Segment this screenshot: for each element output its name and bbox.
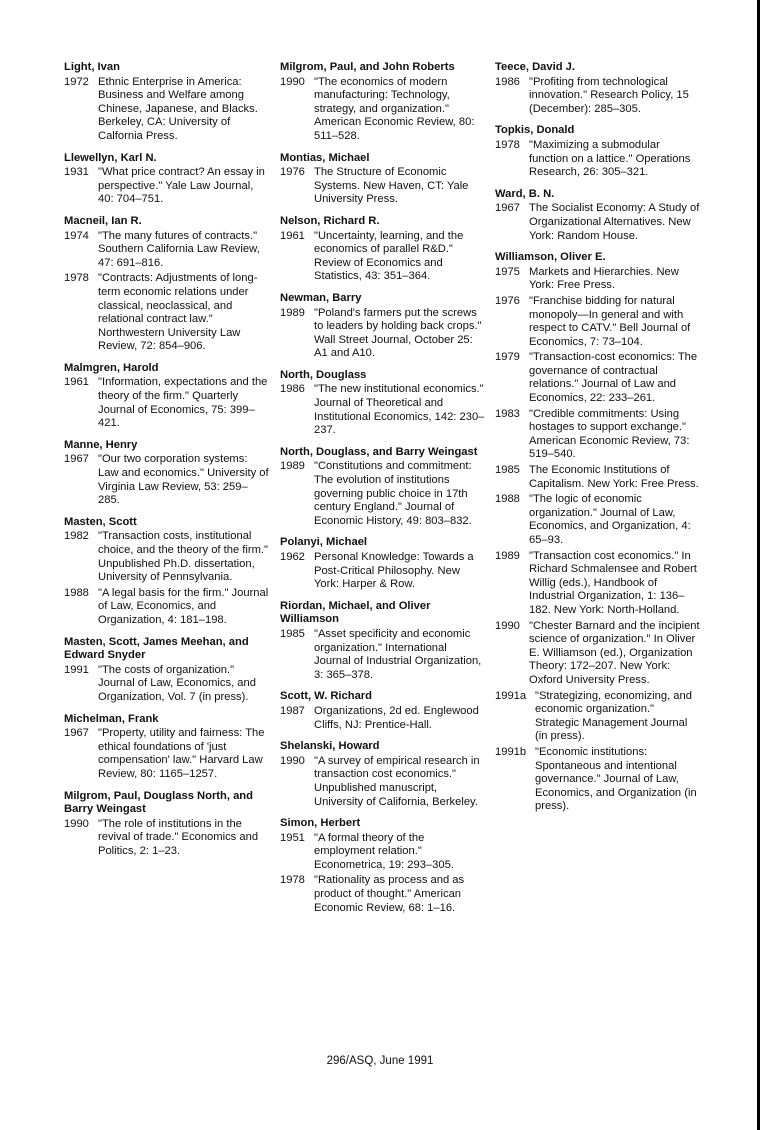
reference-text: "Contracts: Adjustments of long-term economic relations under classical, neoclassical, and relational contract law." Northwestern University Law Review, 72: 854–906.: [98, 272, 258, 353]
reference-year: 1989: [280, 306, 305, 319]
reference-year: 1978: [64, 272, 89, 285]
reference-item: [495, 620, 700, 688]
reference-year: 1986: [495, 75, 520, 88]
reference-item: [280, 874, 485, 915]
reference-entry: [64, 61, 269, 144]
reference-item: [280, 551, 485, 592]
reference-text: "Strategizing, economizing, and economic organization." Strategic Management Journal (in press).: [535, 689, 692, 743]
reference-year: 1976: [495, 294, 520, 307]
reference-item: [64, 76, 269, 144]
reference-item: [495, 295, 700, 349]
reference-text: "A survey of empirical research in transaction cost economics." Unpublished manuscript, University of California, Berkeley.: [314, 754, 480, 808]
reference-entry: [280, 446, 485, 529]
reference-text: Ethnic Enterprise in America: Business and Welfare among Chinese, Japanese, and Blacks. Berkeley, CA: University of Calfornia Press.: [98, 75, 258, 142]
reference-year: 1990: [64, 817, 89, 830]
reference-text: "The economics of modern manufacturing: Technology, strategy, and organization." American Economic Review, 80: 511–528.: [314, 75, 475, 142]
reference-item: [495, 464, 700, 491]
reference-entry: [64, 636, 269, 705]
reference-text: "A formal theory of the employment relation." Econometrica, 19: 293–305.: [314, 831, 454, 871]
author-name: Llewellyn, Karl N.: [64, 151, 157, 164]
reference-year: 1975: [495, 265, 520, 278]
author-name: Macneil, Ian R.: [64, 214, 142, 227]
reference-text: "Transaction cost economics." In Richard Schmalensee and Robert Willig (eds.), Handbook of Industrial Organization, 1: 136–182. New York: North-Holland.: [529, 549, 697, 616]
reference-item: [280, 628, 485, 682]
reference-text: "Chester Barnard and the incipient science of organization." In Oliver E. Williamson (ed.), Organization Theory: 172–207. New York: Oxford University Press.: [529, 619, 700, 686]
reference-item: [280, 832, 485, 873]
reference-year: 1961: [64, 376, 89, 389]
author-name: Malmgren, Harold: [64, 361, 159, 374]
author-name: Topkis, Donald: [495, 124, 575, 137]
reference-year: 1987: [280, 704, 305, 717]
reference-item: [64, 530, 269, 584]
reference-year: 1979: [495, 351, 520, 364]
reference-entry: [64, 713, 269, 782]
reference-item: [64, 376, 269, 430]
reference-column-2: [280, 61, 485, 923]
reference-text: "Maximizing a submodular function on a lattice." Operations Research, 26: 305–321.: [529, 138, 691, 179]
author-name: North, Douglass: [280, 368, 367, 381]
reference-year: 1991: [64, 663, 89, 676]
reference-item: [64, 230, 269, 271]
author-name: Light, Ivan: [64, 61, 120, 73]
page-footer: 296/ASQ, June 1991: [326, 1055, 434, 1067]
reference-year: 1989: [280, 460, 305, 473]
reference-year: 1990: [495, 619, 520, 632]
reference-entry: [280, 817, 485, 915]
author-name: Masten, Scott, James Meehan, and Edward Snyder: [64, 635, 249, 662]
reference-year: 1985: [495, 464, 520, 477]
reference-item: [280, 755, 485, 809]
reference-year: 1991a: [495, 689, 527, 702]
reference-entry: [280, 536, 485, 591]
reference-item: [64, 587, 269, 628]
author-name: Nelson, Richard R.: [280, 214, 380, 227]
reference-item: [64, 664, 269, 705]
author-name: Manne, Henry: [64, 438, 138, 451]
reference-year: 1978: [280, 874, 305, 887]
reference-entry: [64, 790, 269, 859]
reference-text: "Information, expectations and the theory of the firm." Quarterly Journal of Economics, 75: 399–421.: [98, 376, 268, 430]
reference-text: Markets and Hierarchies. New York: Free Press.: [529, 265, 679, 292]
reference-item: [64, 727, 269, 781]
reference-text: "Credible commitments: Using hostages to support exchange." American Economic Review, 73: 519–540.: [529, 407, 690, 461]
reference-year: 1988: [495, 493, 520, 506]
reference-text: "Poland's farmers put the screws to leaders by holding back crops." Wall Street Journal, October 25: A1 and A10.: [314, 306, 482, 360]
reference-text: "What price contract? An essay in perspective." Yale Law Journal, 40: 704–751.: [98, 166, 265, 206]
reference-item: [280, 460, 485, 528]
reference-year: 1972: [64, 75, 89, 88]
reference-item: [495, 746, 700, 814]
reference-item: [495, 202, 700, 243]
reference-text: "The role of institutions in the revival of trade." Economics and Politics, 2: 1–23.: [98, 817, 259, 857]
author-name: Simon, Herbert: [280, 817, 361, 830]
reference-text: "Constitutions and commitment: The evolution of institutions governing public choice in 17th century England." Journal of Economic History, 49: 803–832.: [314, 460, 472, 527]
author-name: Milgrom, Paul, and John Roberts: [280, 61, 455, 73]
reference-year: 1991b: [495, 745, 527, 758]
reference-entry: [64, 439, 269, 508]
reference-item: [280, 230, 485, 284]
reference-entry: [280, 61, 485, 144]
reference-text: Organizations, 2d ed. Englewood Cliffs, NJ: Prentice-Hall.: [314, 704, 479, 731]
reference-column-1: [64, 61, 269, 866]
reference-entry: [280, 740, 485, 809]
reference-entry: [280, 690, 485, 732]
reference-text: "Asset specificity and economic organization." International Journal of Industrial Organization, 3: 365–378.: [314, 627, 482, 681]
reference-entry: [64, 215, 269, 354]
reference-text: The Structure of Economic Systems. New Haven, CT: Yale University Press.: [314, 166, 469, 206]
reference-item: [64, 166, 269, 207]
reference-year: 1982: [64, 530, 89, 543]
author-name: Williamson, Oliver E.: [495, 251, 606, 264]
reference-item: [495, 493, 700, 547]
author-name: Polanyi, Michael: [280, 536, 368, 549]
reference-text: "The logic of economic organization." Journal of Law, Economics, and Organization, 4: 65–93.: [529, 493, 691, 546]
reference-column-3: [495, 61, 700, 822]
reference-text: "Property, utility and fairness: The ethical foundations of 'just compensation' law." Harvard Law Review, 80: 1165–1257.: [98, 727, 265, 780]
author-name: Newman, Barry: [280, 291, 362, 304]
reference-item: [280, 76, 485, 144]
reference-year: 1951: [280, 831, 305, 844]
reference-text: "The costs of organization." Journal of Law, Economics, and Organization, Vol. 7 (in press).: [98, 663, 256, 703]
reference-text: "Our two corporation systems: Law and economics." University of Virginia Law Review, 53: 259–285.: [98, 453, 269, 507]
reference-year: 1976: [280, 166, 305, 179]
reference-text: "Transaction-cost economics: The governance of contractual relations." Journal of Law and Economics, 22: 233–261.: [529, 351, 698, 405]
reference-entry: [280, 600, 485, 683]
reference-year: 1990: [280, 754, 305, 767]
reference-text: "Uncertainty, learning, and the economics of parallel R&D." Review of Economics and Statistics, 43: 351–364.: [314, 229, 464, 283]
reference-year: 1974: [64, 229, 89, 242]
author-name: Ward, B. N.: [495, 187, 555, 200]
reference-item: [280, 383, 485, 437]
reference-text: "The many futures of contracts." Southern California Law Review, 47: 691–816.: [98, 229, 260, 269]
author-name: Masten, Scott: [64, 515, 137, 528]
reference-item: [495, 408, 700, 462]
reference-entry: [495, 188, 700, 243]
reference-item: [495, 139, 700, 180]
reference-year: 1962: [280, 551, 305, 563]
reference-year: 1967: [64, 453, 89, 466]
reference-item: [64, 272, 269, 354]
author-name: Michelman, Frank: [64, 712, 159, 725]
reference-entry: [280, 215, 485, 284]
reference-text: "Profiting from technological innovation." Research Policy, 15 (December): 285–305.: [529, 75, 689, 115]
reference-year: 1988: [64, 586, 89, 599]
reference-entry: [495, 61, 700, 116]
author-name: Shelanski, Howard: [280, 740, 380, 753]
reference-item: [495, 76, 700, 117]
reference-item: [495, 266, 700, 293]
reference-year: 1989: [495, 549, 520, 562]
reference-item: [495, 550, 700, 618]
author-name: Milgrom, Paul, Douglass North, and Barry Weingast: [64, 789, 253, 816]
reference-item: [280, 166, 485, 207]
reference-entry: [495, 124, 700, 179]
reference-item: [495, 351, 700, 405]
reference-year: 1978: [495, 138, 520, 151]
author-name: Montias, Michael: [280, 151, 370, 164]
reference-entry: [64, 516, 269, 628]
reference-year: 1961: [280, 229, 305, 242]
reference-item: [64, 453, 269, 507]
reference-text: "Economic institutions: Spontaneous and intentional governance." Journal of Law, Economics, and Organization (in press).: [535, 745, 697, 813]
reference-entry: [280, 152, 485, 207]
reference-year: 1986: [280, 383, 305, 396]
author-name: North, Douglass, and Barry Weingast: [280, 445, 478, 458]
reference-text: Personal Knowledge: Towards a Post-Critical Philosophy. New York: Harper & Row.: [314, 551, 474, 591]
reference-entry: [280, 292, 485, 361]
reference-text: The Socialist Economy: A Study of Organizational Alternatives. New York: Random House.: [529, 202, 700, 242]
reference-item: [280, 705, 485, 732]
author-name: Scott, W. Richard: [280, 690, 372, 703]
reference-text: "Franchise bidding for natural monopoly—In general and with respect to CATV." Bell Journal of Economics, 7: 73–104.: [529, 294, 691, 348]
reference-text: "The new institutional economics." Journal of Theoretical and Institutional Economics, 142: 230–237.: [314, 383, 485, 437]
reference-year: 1983: [495, 407, 520, 420]
reference-item: [64, 818, 269, 859]
reference-year: 1931: [64, 166, 89, 179]
reference-entry: [280, 369, 485, 438]
reference-year: 1990: [280, 75, 305, 88]
reference-item: [280, 307, 485, 361]
reference-entry: [64, 152, 269, 207]
reference-entry: [64, 362, 269, 431]
reference-text: "Transaction costs, institutional choice, and the theory of the firm." Unpublished Ph.D. dissertation, University of Pennsylvania.: [98, 530, 269, 584]
reference-entry: [495, 251, 700, 814]
reference-text: "A legal basis for the firm." Journal of Law, Economics, and Organization, 4: 181–198.: [98, 586, 269, 626]
reference-year: 1985: [280, 627, 305, 640]
reference-text: The Economic Institutions of Capitalism. New York: Free Press.: [529, 464, 699, 490]
author-name: Teece, David J.: [495, 61, 576, 73]
author-name: Riordan, Michael, and Oliver Williamson: [280, 599, 431, 626]
reference-item: [495, 690, 700, 744]
reference-year: 1967: [495, 202, 520, 215]
reference-year: 1967: [64, 727, 89, 740]
reference-text: "Rationality as process and as product of thought." American Economic Review, 68: 1–16.: [314, 874, 465, 914]
